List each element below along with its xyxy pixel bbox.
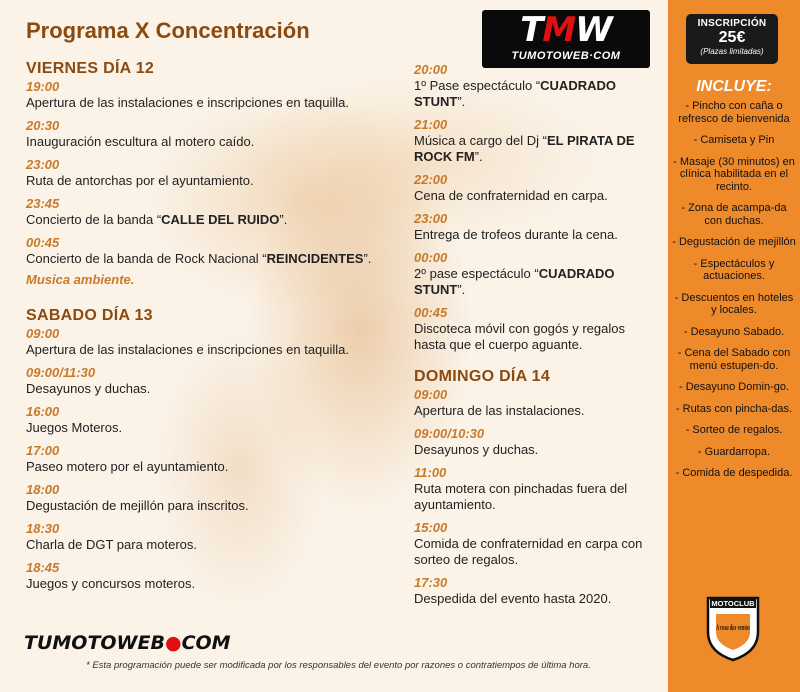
event-time: 19:00 [26, 79, 60, 94]
footnote: * Esta programación puede ser modificada por los responsables del evento por razones o contratiempos de última hora. [86, 660, 591, 671]
badge-name-text: A rosa dos ventos [715, 623, 750, 632]
event-time: 23:45 [26, 196, 60, 211]
event-time: 00:45 [26, 235, 60, 250]
event-item [26, 443, 396, 475]
event-time: 09:00 [26, 326, 60, 341]
incluye-item: - Guardarropa. [697, 445, 771, 458]
day-heading-sabado: SABADO DÍA 13 [26, 307, 153, 324]
event-description: Apertura de las instalaciones e inscripciones en taquilla. [26, 342, 350, 357]
event-item [414, 387, 659, 419]
page-title: Programa X Concentración [26, 18, 310, 43]
incluye-item: - Pincho con caña o refresco de bienvenida [678, 100, 790, 125]
logo-letter-m: M [542, 10, 576, 50]
event-description: Desayunos y duchas. [414, 442, 539, 457]
incluye-list [672, 100, 796, 489]
event-time: 18:45 [26, 560, 60, 575]
price-note: (Plazas limitadas) [700, 47, 764, 56]
event-performer: EL PIRATA DE ROCK FM [414, 133, 635, 164]
incluye-item: - Desayuno Sabado. [683, 325, 785, 338]
event-desc-suffix: ”. [457, 282, 466, 297]
day-heading-viernes: VIERNES DÍA 12 [26, 60, 155, 77]
domingo-event-list [414, 387, 659, 607]
incluye-item: - Sorteo de regalos. [685, 424, 783, 436]
event-desc-prefix: 1º Pase espectáculo “ [414, 78, 541, 93]
event-description [26, 212, 396, 228]
event-description: Inauguración escultura al motero caído. [26, 134, 255, 149]
price-box [686, 14, 778, 64]
event-performer: CALLE DEL RUIDO [161, 212, 280, 227]
event-item [26, 521, 396, 553]
event-time: 00:45 [414, 305, 448, 320]
incluye-item: - Rutas con pincha-das. [675, 402, 793, 415]
event-item [26, 79, 396, 111]
event-time: 09:00/10:30 [414, 426, 485, 441]
event-item [26, 196, 396, 228]
logo-subtitle: TUMOTOWEB·COM [511, 50, 621, 62]
event-desc-suffix: ”. [457, 94, 466, 109]
event-description [26, 251, 396, 267]
incluye-item: - Espectáculos y actuaciones. [693, 257, 775, 282]
incluye-item: - Zona de acampa-da con duchas. [681, 202, 787, 227]
event-description: Despedida del evento hasta 2020. [414, 591, 612, 606]
event-description: Charla de DGT para moteros. [26, 537, 197, 552]
event-item [414, 426, 659, 458]
event-description: Cena de confraternidad en carpa. [414, 188, 608, 203]
logo-letter-t: T [520, 10, 543, 50]
footer-logo-dot: ● [164, 632, 182, 654]
event-description: Degustación de mejillón para inscritos. [26, 498, 249, 513]
incluye-item: - Descuentos en hoteles y locales. [674, 291, 794, 316]
price-label: INSCRIPCIÓN [697, 18, 767, 29]
incluye-item: - Camiseta y Pin [693, 134, 775, 146]
event-item [26, 118, 396, 150]
event-item [26, 365, 396, 397]
viernes-event-list [26, 79, 396, 267]
footer-logo-com: COM [181, 632, 231, 654]
incluye-heading: INCLUYE: [696, 78, 772, 95]
event-description: Desayunos y duchas. [26, 381, 151, 396]
badge-top-text: MOTOCLUB [711, 599, 755, 608]
musica-ambiente: Musica ambiente. [26, 272, 135, 287]
event-performer: CUADRADO STUNT [414, 266, 615, 297]
event-time: 21:00 [414, 117, 448, 132]
event-time: 18:00 [26, 482, 60, 497]
event-desc-suffix: ”. [474, 149, 483, 164]
event-item [26, 235, 396, 267]
event-description [414, 133, 659, 165]
event-item [26, 482, 396, 514]
event-time: 23:00 [26, 157, 60, 172]
event-item [26, 560, 396, 592]
event-item [414, 62, 659, 110]
event-item [26, 326, 396, 358]
event-time: 18:30 [26, 521, 60, 536]
event-time: 20:30 [26, 118, 60, 133]
incluye-item: - Degustación de mejillón [672, 236, 796, 248]
motoclub-badge-logo [700, 588, 766, 662]
event-item [414, 211, 659, 243]
event-item [414, 172, 659, 204]
event-description: Apertura de las instalaciones. [414, 403, 585, 418]
event-time: 11:00 [414, 465, 447, 480]
event-description: Entrega de trofeos durante la cena. [414, 227, 618, 242]
event-desc-suffix: ”. [279, 212, 288, 227]
event-description: Ruta de antorchas por el ayuntamiento. [26, 173, 254, 188]
event-item [414, 250, 659, 298]
event-item [414, 465, 659, 513]
event-description: Ruta motera con pinchadas fuera del ayuntamiento. [414, 481, 628, 512]
incluye-item: - Masaje (30 minutos) en clínica habilitada en el recinto. [673, 155, 795, 193]
event-item [414, 520, 659, 568]
event-description: Juegos y concursos moteros. [26, 576, 196, 591]
incluye-item: - Comida de despedida. [675, 467, 793, 479]
event-time: 16:00 [26, 404, 60, 419]
event-desc-prefix: Concierto de la banda “ [26, 212, 162, 227]
incluye-item: - Desayuno Domin-go. [678, 381, 790, 393]
event-description: Discoteca móvil con gogós y regalos hasta que el cuerpo aguante. [414, 321, 625, 352]
price-amount: 25€ [718, 29, 746, 46]
event-description: Juegos Moteros. [26, 420, 123, 435]
event-time: 23:00 [414, 211, 448, 226]
event-time: 15:00 [414, 520, 448, 535]
event-desc-prefix: Concierto de la banda de Rock Nacional “ [26, 251, 267, 266]
footer-logo-main: TUMOTOWEB [24, 632, 165, 654]
tumotoweb-footer-logo [24, 632, 231, 654]
tmw-logo [482, 10, 650, 68]
event-time: 17:00 [26, 443, 60, 458]
event-performer: REINCIDENTES [266, 251, 364, 266]
event-item [26, 157, 396, 189]
event-item [414, 305, 659, 353]
sabado-event-list-continued [414, 62, 659, 353]
schedule-column-right [414, 62, 659, 614]
event-description: Comida de confraternidad en carpa con sorteo de regalos. [414, 536, 643, 567]
schedule-column-left [26, 60, 396, 599]
event-time: 00:00 [414, 250, 448, 265]
sabado-event-list [26, 326, 396, 592]
event-desc-prefix: Música a cargo del Dj “ [414, 133, 547, 148]
event-item [414, 575, 659, 607]
incluye-item: - Cena del Sabado con menú estupen-do. [677, 347, 791, 372]
event-description: Paseo motero por el ayuntamiento. [26, 459, 229, 474]
event-desc-prefix: 2º pase espectáculo “ [414, 266, 539, 281]
event-time: 20:00 [414, 62, 448, 77]
event-description [414, 78, 659, 110]
event-description: Apertura de las instalaciones e inscripciones en taquilla. [26, 95, 350, 110]
event-time: 17:30 [414, 575, 448, 590]
event-performer: CUADRADO STUNT [414, 78, 616, 109]
event-item [26, 404, 396, 436]
event-item [414, 117, 659, 165]
logo-letter-w: W [575, 10, 612, 50]
event-desc-suffix: ”. [363, 251, 372, 266]
event-time: 22:00 [414, 172, 448, 187]
event-description [414, 266, 659, 298]
event-time: 09:00/11:30 [26, 365, 96, 380]
event-time: 09:00 [414, 387, 448, 402]
day-heading-domingo: DOMINGO DÍA 14 [414, 368, 551, 385]
